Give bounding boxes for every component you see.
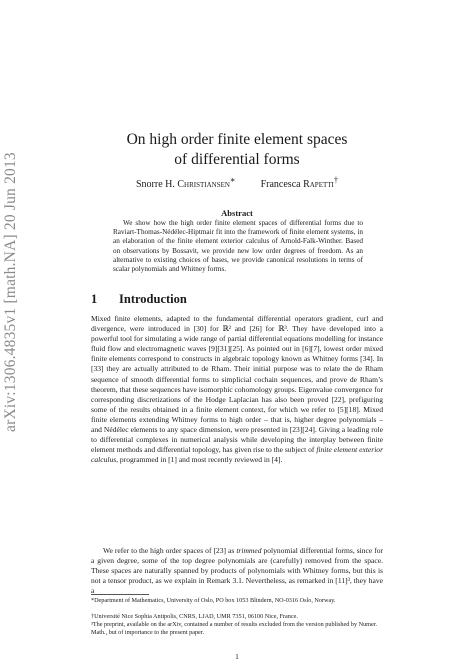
intro-paragraph-1 — [91, 314, 383, 465]
intro-paragraph-2 — [91, 546, 383, 596]
author-1 — [135, 176, 236, 191]
footnote-1: *Department of Mathematics, University of Oslo, PO box 1053 Blindern, NO-0316 Oslo, Norway. — [91, 597, 336, 604]
author-1-mark: ∗ — [229, 176, 236, 185]
author-line — [0, 175, 474, 190]
footnote-2: †Université Nice Sophia Antipolis, CNRS, LJAD, UMR 7351, 06100 Nice, France. — [91, 613, 298, 620]
footnote-rule — [91, 594, 149, 595]
para1-italic: finite element exterior calculus — [91, 445, 384, 465]
para1-text: Mixed finite elements, adapted to the fundamental differential operators gradient, curl and divergence, were introduced in [30] for ℝ² and [26] for ℝ³. They have developed into a powerful tool for simulating a wide range of partial differential equations modelling for instance fluid flow and electromagnetic waves [9][31][25]. As pointed out in [6][7], lowest order mixed finite elements correspond to constructs in algebraic topology known as Whitney forms [34]. In [33] they are actually attributed to de Rham. Their initial purpose was to relate the de Rham sequence of smooth differential forms to simplicial cochain sequences, and prove de Rham’s theorem, that these sequences have isomorphic cohomology groups. Eigenvalue convergence for corresponding discretizations of the Hodge Laplacian has also been proved [22], prefiguring some of the results obtained in a finite element context, for which we refer to [5][18]. Mixed finite elements extending Whitney forms to high order – that is, higher degree polynomials – and Nédélec elements to any space dimension, were presented in [23][24]. Giving a leading role to differential complexes in numerical analysis while developing the interplay between finite element methods and differential topology, has given rise to the subject of — [91, 314, 383, 455]
page-number: 1 — [235, 652, 239, 661]
author-2-mark: † — [333, 176, 339, 185]
author-2-last: Rapetti — [303, 179, 334, 191]
footnote-3: ³The preprint, available on the arXiv, contained a number of results excluded from the version published by Numer. Math., but of importance to the present paper. — [91, 621, 377, 636]
author-2-first: Francesca — [260, 179, 304, 191]
abstract-text: We show how the high order finite element spaces of differential forms due to Raviart-Thomas-Nédélec-Hiptmair fit into the framework of finite element systems, in an elaboration of the finite element exterior calculus of Arnold-Falk-Winther. Based on observations by Bossavit, we provide new low order degrees of freedom. As an alternative to existing choices of bases, we provide canonical resolutions in terms of scalar polynomials and Whitney forms. — [113, 219, 363, 274]
section-heading — [91, 292, 187, 307]
author-2 — [260, 176, 339, 191]
author-1-first: Snorre H. — [135, 179, 178, 191]
para2-rest: polynomial differential forms, since for a given degree, some of the top degree polynomials are (carefully) removed from the space. These spaces are naturally spanned by products of polynomials with Whitney forms, but this is not a tensor product, as we explain in Remark 3.1. Nevertheless, as remarked in [11]³, they have a — [91, 546, 383, 596]
para2-italic: trimmed — [236, 546, 262, 555]
arxiv-identifier: arXiv:1306.4835v1 [math.NA] 20 Jun 2013 — [2, 152, 19, 432]
paper-title-line-1: On high order finite element spaces — [126, 131, 348, 148]
abstract-heading: Abstract — [221, 208, 253, 218]
section-title: Introduction — [119, 292, 187, 306]
para2-start: We refer to the high order spaces of [23] as — [103, 546, 237, 555]
abstract-body — [113, 219, 363, 274]
paper-title-line-2: of differential forms — [174, 151, 300, 168]
section-number: 1 — [91, 292, 98, 306]
author-1-last: Christiansen — [177, 179, 230, 191]
para1-end: , programmed in [1] and most recently reviewed in [4]. — [116, 455, 283, 465]
